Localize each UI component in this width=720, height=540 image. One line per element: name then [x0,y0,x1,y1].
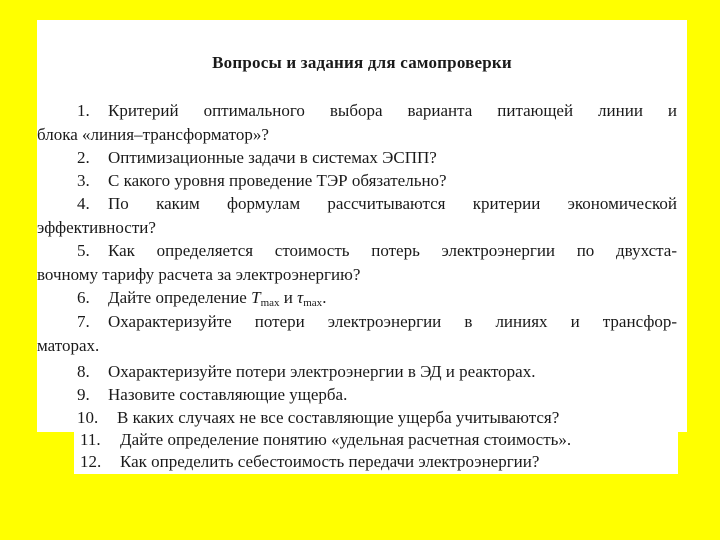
question-text: С какого уровня проведение ТЭР обязательно? [108,171,447,190]
symbol-subscript: max [260,297,280,309]
page-title: Вопросы и задания для самопроверки [212,53,512,72]
question-text-mid: и [279,288,298,307]
question-number: 7. [77,312,90,331]
question-text: По каким формулам рассчитываются критерии экономической [108,194,677,213]
question-item [37,239,677,286]
question-number: 10. [77,408,99,427]
question-number: 2. [77,148,90,167]
question-number: 8. [77,362,90,381]
question-item [37,192,677,239]
question-text: Дайте определение понятию «удельная расчетная стоимость». [120,430,572,449]
question-text-post: . [322,288,327,307]
question-item [77,383,677,407]
question-text: Охарактеризуйте потери электроэнергии в линиях и трансфор- [108,312,677,331]
question-item [77,169,677,193]
question-text: Дайте определение [108,288,252,307]
question-item [77,406,677,430]
question-number: 12. [80,452,102,471]
question-number: 1. [77,101,90,120]
question-item [80,451,539,473]
question-item [77,360,677,384]
question-number: 4. [77,194,90,213]
question-number: 6. [77,288,90,307]
symbol-tau: τ [297,288,304,307]
question-text-cont: маторах. [37,335,100,355]
question-item [37,99,677,146]
question-text: Охарактеризуйте потери электроэнергии в ЭД и реакторах. [108,362,536,381]
document-page-continuation [74,428,678,474]
question-text: Как определить себестоимость передачи электроэнергии? [120,452,540,471]
question-text-cont: блока «линия–трансформатор»? [37,124,269,144]
question-number: 11. [80,430,101,449]
symbol-subscript: max [303,297,323,309]
question-number: 5. [77,241,90,260]
question-item [37,310,677,357]
question-number: 3. [77,171,90,190]
question-text: Назовите составляющие ущерба. [108,385,348,404]
symbol-T: T [251,288,261,307]
question-text: Оптимизационные задачи в системах ЭСПП? [108,148,437,167]
question-text-cont: вочному тарифу расчета за электроэнергию? [37,264,361,284]
question-item [77,146,677,170]
question-text: Критерий оптимального выбора варианта питающей линии и [108,101,677,120]
question-number: 9. [77,385,90,404]
question-text: Как определяется стоимость потерь электроэнергии по двухста- [108,241,677,260]
document-page [37,20,687,432]
question-text: В каких случаях не все составляющие ущерба учитываются? [117,408,560,427]
question-text-cont: эффективности? [37,217,156,237]
question-item [80,429,571,451]
